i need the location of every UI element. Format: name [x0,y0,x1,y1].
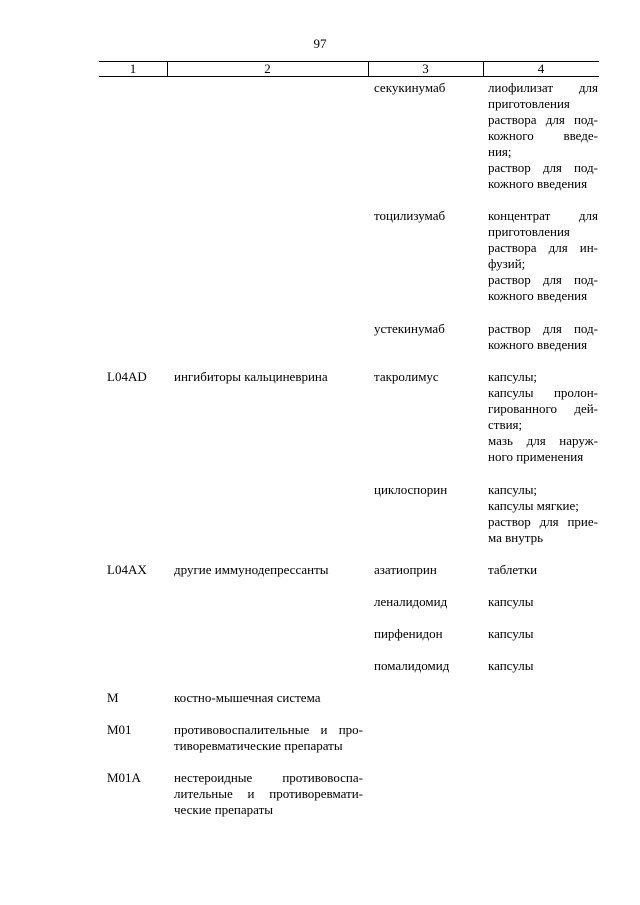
dosage-form [488,594,598,610]
dosage-form-line: капсулы; [488,369,538,384]
dosage-form-line: раствор для под- [488,160,598,175]
group-name-line: другие иммунодепрессанты [174,562,329,577]
dosage-form-line: капсулы [488,594,534,609]
group-name [174,369,363,385]
group-name [174,562,363,578]
dosage-form-line: ствия; [488,417,523,432]
dosage-form-line: раствор для под- [488,321,598,336]
header-col-2: 2 [264,61,271,76]
drug-name: циклоспорин [374,482,448,497]
dosage-form-line: концентрат для [488,208,598,223]
dosage-form-line: лиофилизат для [488,80,598,95]
dosage-form [488,80,598,192]
drug-name: леналидомид [374,594,448,609]
group-name-line: тиворевматические препараты [174,738,343,753]
drug-name: тоцилизумаб [374,208,446,223]
dosage-form [488,321,598,353]
dosage-form-line: раствор для прие- [488,514,598,529]
drug-name: секукинумаб [374,80,446,95]
dosage-form-line: капсулы; [488,482,538,497]
drug-name: азатиоприн [374,562,437,577]
dosage-form [488,658,598,674]
dosage-form [488,626,598,642]
drug-name: устекинумаб [374,321,445,336]
dosage-form-line: раствора для под- [488,112,598,127]
dosage-form-line: ного применения [488,449,584,464]
atc-code: M01A [107,770,141,785]
dosage-form-line: таблетки [488,562,538,577]
group-name-line: лительные и противоревмати- [174,786,363,801]
group-name-line: нестероидные противовоспа- [174,770,363,785]
page-number: 97 [313,36,327,51]
dosage-form-line: ма внутрь [488,530,544,545]
group-name-line: костно-мышечная система [174,690,321,705]
dosage-form [488,482,598,546]
dosage-form-line: кожного введения [488,176,588,191]
header-col-3: 3 [422,61,429,76]
dosage-form [488,369,598,465]
dosage-form-line: кожного введе- [488,128,598,143]
group-name-line: ческие препараты [174,802,273,817]
dosage-form-line: гированного дей- [488,401,598,416]
dosage-form-line: капсулы пролон- [488,385,598,400]
dosage-form-line: фузий; [488,256,526,271]
dosage-form-line: мазь для наруж- [488,433,598,448]
dosage-form-line: приготовления [488,224,570,239]
drug-name: такролимус [374,369,439,384]
atc-code: L04AX [107,562,147,577]
dosage-form [488,562,598,578]
dosage-form-line: капсулы [488,658,534,673]
atc-code: M01 [107,722,132,737]
header-col-4: 4 [537,61,545,76]
dosage-form-line: кожного введения [488,288,588,303]
dosage-form-line: капсулы [488,626,534,641]
dosage-form [488,208,598,304]
group-name [174,770,363,818]
drug-name: пирфенидон [374,626,443,641]
header-col-1: 1 [129,61,137,76]
atc-code: L04AD [107,369,147,384]
drug-name: помалидомид [374,658,450,673]
dosage-form-line: ния; [488,144,512,159]
table-header [99,61,599,77]
group-name [174,690,363,706]
atc-code: M [107,690,119,705]
group-name-line: ингибиторы кальциневрина [174,369,328,384]
dosage-form-line: раствор для под- [488,272,598,287]
dosage-form-line: капсулы мягкие; [488,498,579,513]
dosage-form-line: приготовления [488,96,570,111]
dosage-form-line: раствора для ин- [488,240,598,255]
dosage-form-line: кожного введения [488,337,588,352]
group-name [174,722,363,754]
group-name-line: противовоспалительные и про- [174,722,363,737]
